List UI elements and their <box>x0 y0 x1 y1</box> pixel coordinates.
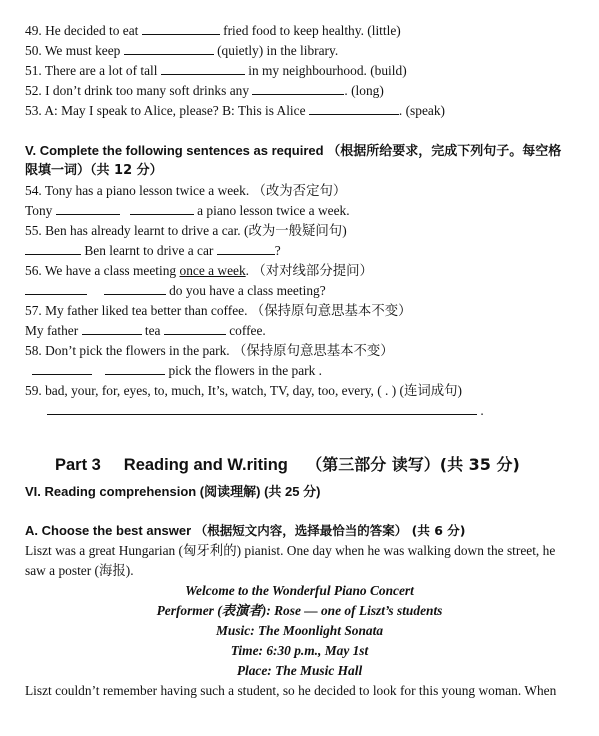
question-51: 51. There are a lot of tall in my neighbourhood. (build) <box>25 63 407 78</box>
question-52: 52. I don’t drink too many soft drinks any . (long) <box>25 83 384 98</box>
question-50: 50. We must keep (quietly) in the library. <box>25 43 339 58</box>
poster-performer: Performer (表演者): Rose — one of Liszt’s students <box>156 603 443 618</box>
answer-blank[interactable] <box>161 61 245 75</box>
question-59-answer: . <box>47 401 484 421</box>
answer-blank[interactable] <box>82 321 142 335</box>
answer-blank[interactable] <box>104 281 166 295</box>
question-55-answer: Ben learnt to drive a car ? <box>25 241 281 261</box>
question-53: 53. A: May I speak to Alice, please? B: This is Alice . (speak) <box>25 103 446 118</box>
question-58: 58. Don’t pick the flowers in the park. （保持原句意思基本不变） <box>25 343 394 358</box>
part-3-heading: Part 3 Reading and W.riting （第三部分 读写）(共 35 分) <box>55 455 520 474</box>
answer-blank[interactable] <box>217 241 275 255</box>
question-56: 56. We have a class meeting once a week. （对对线部分提问） <box>25 263 373 278</box>
passage-line: saw a poster (海报). <box>25 563 134 578</box>
answer-blank[interactable] <box>25 241 81 255</box>
answer-blank[interactable] <box>252 81 344 95</box>
question-57-answer: My father tea coffee. <box>25 323 266 338</box>
section-5-heading: V. Complete the following sentences as required （根据所给要求，完成下列句子。每空格 <box>25 143 562 159</box>
poster-time: Time: 6:30 p.m., May 1st <box>230 643 369 658</box>
question-56-answer: do you have a class meeting? <box>25 281 326 301</box>
answer-blank[interactable] <box>56 201 120 215</box>
answer-blank[interactable] <box>164 321 226 335</box>
answer-blank[interactable] <box>25 281 87 295</box>
question-54: 54. Tony has a piano lesson twice a week. （改为否定句） <box>25 183 347 198</box>
section-a-heading: A. Choose the best answer （根据短文内容，选择最恰当的答案） (共 6 分) <box>25 523 466 538</box>
question-49: 49. He decided to eat fried food to keep healthy. (little) <box>25 23 401 38</box>
question-59: 59. bad, your, for, eyes, to, much, It’s, watch, TV, day, too, every, ( . ) (连词成句) <box>25 383 463 398</box>
poster-title: Welcome to the Wonderful Piano Concert <box>185 583 414 598</box>
question-55: 55. Ben has already learnt to drive a car. (改为一般疑问句) <box>25 223 347 238</box>
poster-music: Music: The Moonlight Sonata <box>215 623 384 638</box>
answer-blank[interactable] <box>105 361 165 375</box>
section-6-heading: VI. Reading comprehension (阅读理解) (共 25 分) <box>25 484 321 499</box>
answer-blank[interactable] <box>309 101 399 115</box>
answer-blank[interactable] <box>130 201 194 215</box>
section-5-heading-cont: 限填一词）（共 12 分） <box>25 163 163 178</box>
poster-place: Place: The Music Hall <box>236 663 363 678</box>
answer-blank[interactable] <box>124 41 214 55</box>
passage-line: Liszt was a great Hungarian (匈牙利的) pianist. One day when he was walking down the street, he <box>25 543 556 558</box>
question-54-answer: Tony a piano lesson twice a week. <box>25 203 350 218</box>
question-57: 57. My father liked tea better than coffee. （保持原句意思基本不变） <box>25 303 412 318</box>
passage-line: Liszt couldn’t remember having such a student, so he decided to look for this young woman. When <box>25 683 557 698</box>
answer-blank[interactable] <box>32 361 92 375</box>
answer-blank[interactable] <box>142 21 220 35</box>
answer-line[interactable] <box>47 401 477 415</box>
question-58-answer: pick the flowers in the park . <box>25 361 322 381</box>
